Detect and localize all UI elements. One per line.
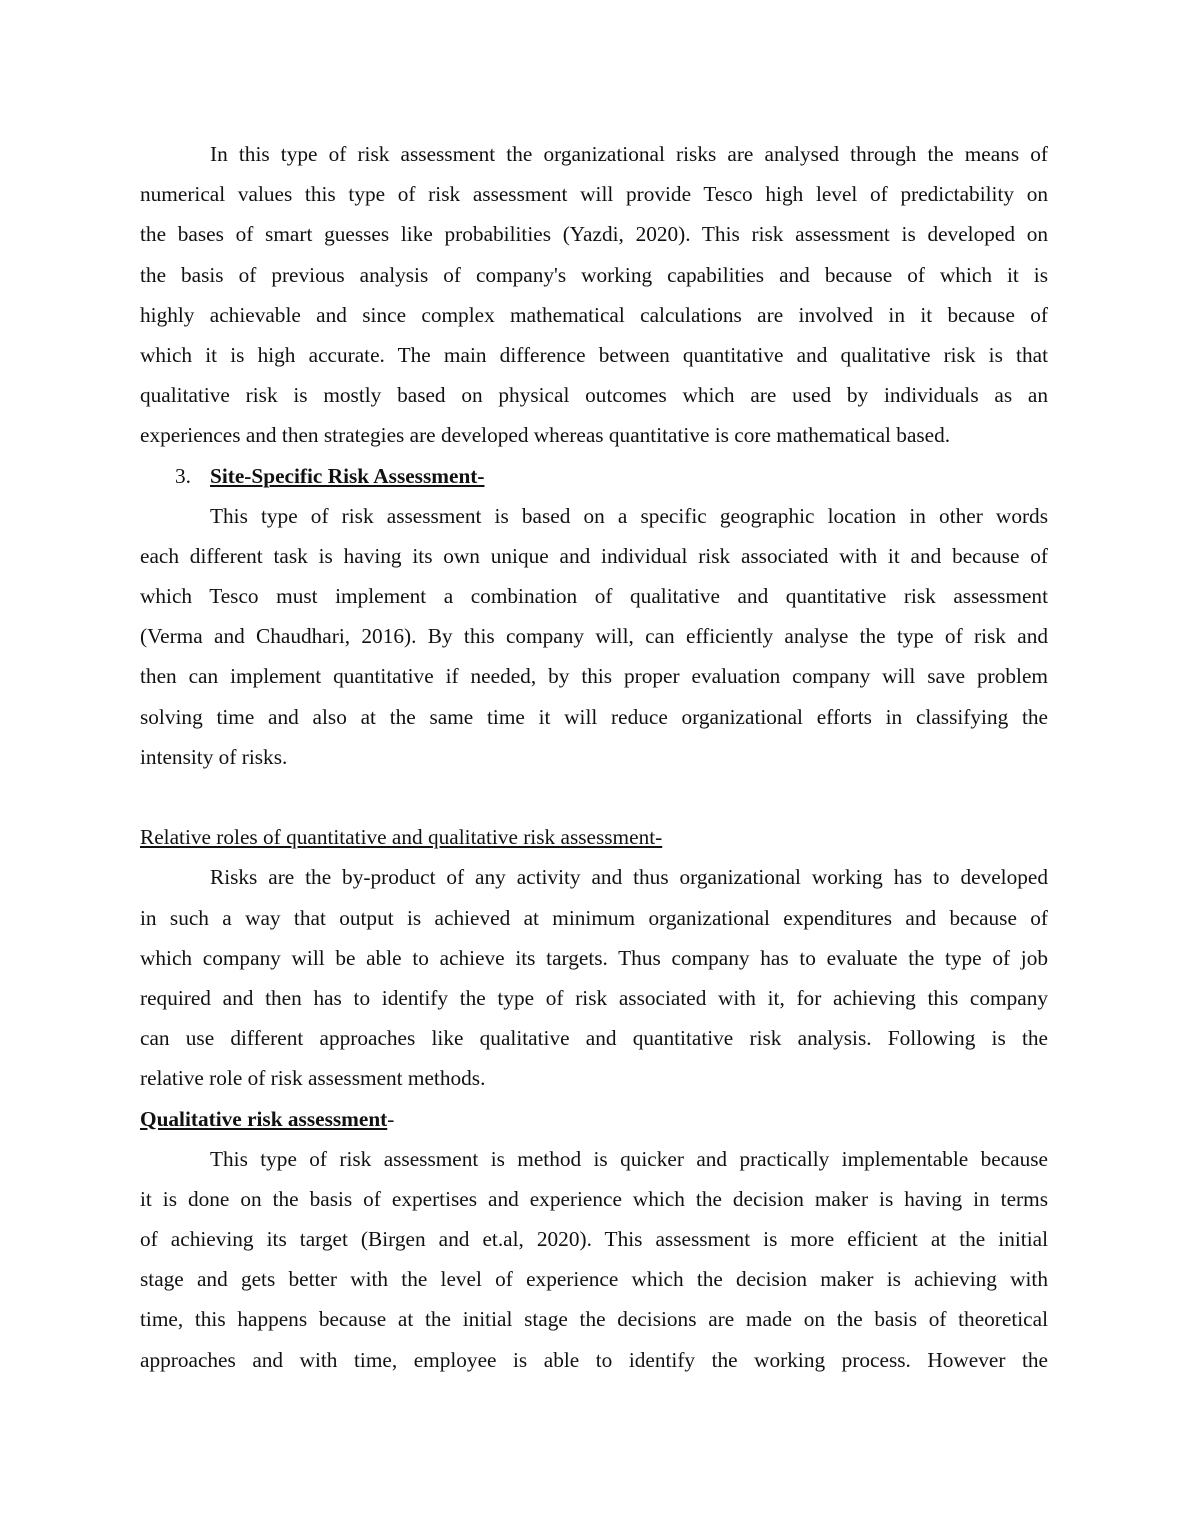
subsection-heading [140, 1099, 1048, 1139]
paragraph-line: This type of risk assessment is method is quicker and practically implementable because [210, 1146, 1048, 1171]
paragraph-line: it is done on the basis of expertises and experience which the decision maker is having in terms [140, 1186, 1048, 1211]
paragraph-line: In this type of risk assessment the organizational risks are analysed through the means of [210, 142, 1048, 166]
paragraph-line: which it is high accurate. The main difference between quantitative and qualitative risk is that [140, 342, 1048, 367]
paragraph-line: This type of risk assessment is based on a specific geographic location in other words [210, 503, 1048, 528]
paragraph-line: qualitative risk is mostly based on physical outcomes which are used by individuals as an [140, 383, 1048, 408]
paragraph-line: in such a way that output is achieved at minimum organizational expenditures and because of [140, 905, 1048, 930]
blank-line [140, 777, 1048, 817]
paragraph-line: each different task is having its own unique and individual risk associated with it and because of [140, 543, 1048, 568]
section-heading-text: Relative roles of quantitative and qualitative risk assessment- [140, 825, 663, 850]
paragraph-line: stage and gets better with the level of experience which the decision maker is achieving with [140, 1267, 1048, 1292]
document-body [140, 134, 1048, 1380]
paragraph-line: intensity of risks. [140, 744, 288, 769]
paragraph-line: which company will be able to achieve its targets. Thus company has to evaluate the type of job [140, 945, 1048, 970]
paragraph-line: can use different approaches like qualitative and quantitative risk analysis. Following is the [140, 1026, 1048, 1051]
paragraph-line: then can implement quantitative if needed, by this proper evaluation company will save problem [140, 664, 1048, 689]
paragraph-line: the bases of smart guesses like probabilities (Yazdi, 2020). This risk assessment is developed on [140, 222, 1048, 247]
paragraph-line: the basis of previous analysis of company's working capabilities and because of which it is [140, 262, 1048, 287]
paragraph-line: (Verma and Chaudhari, 2016). By this company will, can efficiently analyse the type of risk and [140, 624, 1048, 649]
subsection-heading-text: Qualitative risk assessment [140, 1106, 388, 1131]
list-heading-text: Site-Specific Risk Assessment- [210, 463, 485, 488]
paragraph-line: numerical values this type of risk assessment will provide Tesco high level of predictability on [140, 182, 1048, 207]
paragraph-line: of achieving its target (Birgen and et.al, 2020). This assessment is more efficient at the initial [140, 1227, 1048, 1252]
paragraph-line: solving time and also at the same time it will reduce organizational efforts in classifying the [140, 704, 1048, 729]
paragraph-line: highly achievable and since complex mathematical calculations are involved in it because of [140, 302, 1048, 327]
paragraph-line: which Tesco must implement a combination of qualitative and quantitative risk assessment [140, 584, 1048, 609]
heading-suffix: - [387, 1106, 395, 1131]
section-heading [140, 817, 1048, 857]
paragraph-line: required and then has to identify the type of risk associated with it, for achieving this company [140, 985, 1048, 1010]
paragraph-line: Risks are the by-product of any activity and thus organizational working has to developed [210, 865, 1048, 890]
paragraph-line: relative role of risk assessment methods. [140, 1066, 486, 1091]
paragraph-line: experiences and then strategies are developed whereas quantitative is core mathematical based. [140, 423, 951, 448]
list-number: 3. [175, 463, 191, 488]
paragraph-line: time, this happens because at the initial stage the decisions are made on the basis of theoretical [140, 1307, 1048, 1332]
list-heading [140, 456, 1048, 496]
paragraph-line: approaches and with time, employee is able to identify the working process. However the [140, 1347, 1048, 1372]
